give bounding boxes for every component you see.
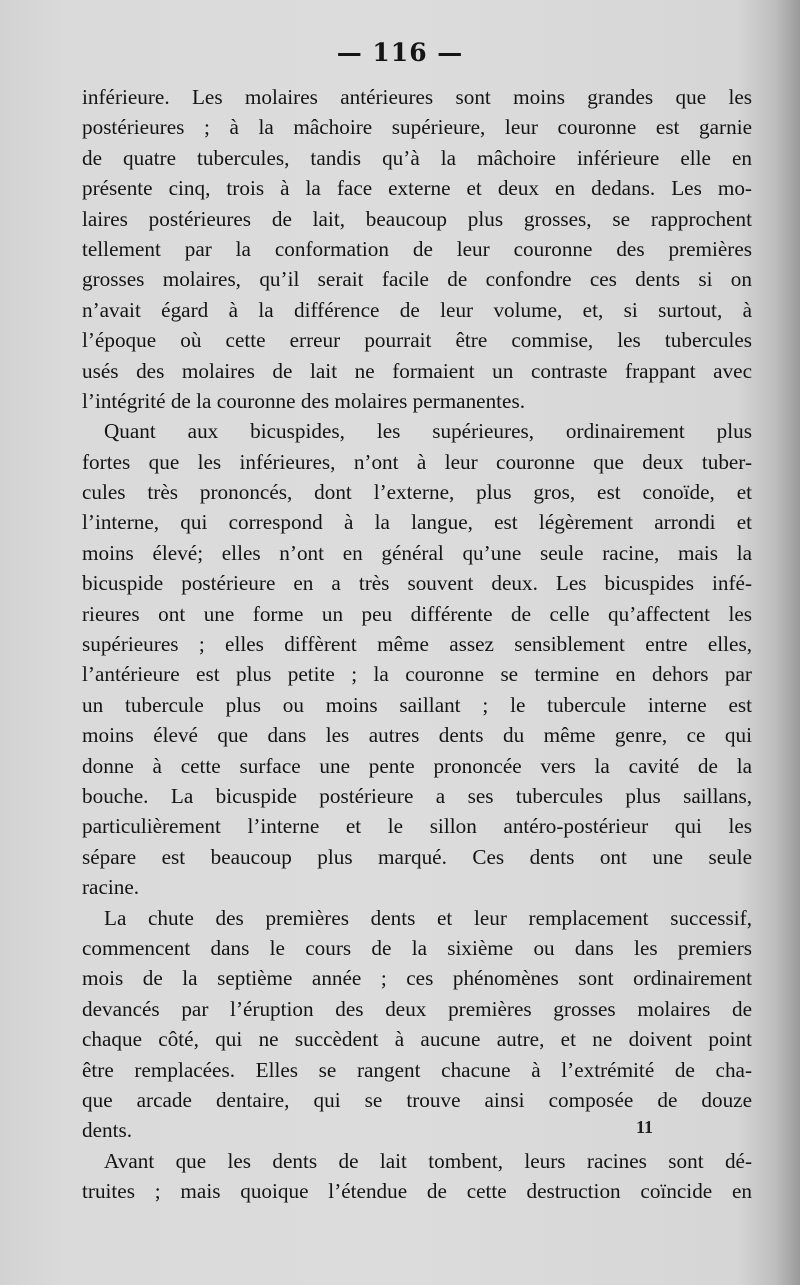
text-line: moins élevé que dans les autres dents du même genre, ce qui [82, 723, 752, 748]
text-line: tellement par la conformation de leur couronne des premières [82, 236, 752, 261]
signature-mark: 11 [636, 1117, 654, 1137]
text-line: racine. [82, 875, 140, 900]
text-line: fortes que les inférieures, n’ont à leur couronne que deux tuber- [82, 449, 752, 474]
text-line: un tubercule plus ou moins saillant ; le tubercule interne est [82, 692, 752, 717]
text-line: Avant que les dents de lait tombent, leurs racines sont dé- [104, 1148, 752, 1173]
page-number: — 116 — [336, 38, 464, 67]
text-line: sépare est beaucoup plus marqué. Ces dents ont une seule [82, 844, 752, 869]
text-line: particulièrement l’interne et le sillon antéro-postérieur qui les [82, 814, 752, 839]
text-line: usés des molaires de lait ne formaient un contraste frappant avec [82, 358, 752, 383]
text-line: truites ; mais quoique l’étendue de cette destruction coïncide en [82, 1179, 752, 1204]
text-line: commencent dans le cours de la sixième ou dans les premiers [82, 935, 752, 960]
text-line: être remplacées. Elles se rangent chacune à l’extrémité de cha- [82, 1057, 752, 1082]
text-line: cules très prononcés, dont l’externe, plus gros, est conoïde, et [82, 480, 752, 505]
text-line: mois de la septième année ; ces phénomènes sont ordinairement [82, 966, 752, 991]
text-line: grosses molaires, qu’il serait facile de confondre ces dents si on [82, 267, 752, 292]
text-line: bouche. La bicuspide postérieure a ses tubercules plus saillans, [82, 783, 752, 808]
text-line: n’avait égard à la différence de leur volume, et, si surtout, à [82, 297, 752, 322]
text-line: Quant aux bicuspides, les supérieures, ordinairement plus [104, 419, 752, 444]
body-text [82, 82, 752, 1206]
text-line: rieures ont une forme un peu différente de celle qu’affectent les [82, 601, 752, 626]
text-line: supérieures ; elles diffèrent même assez sensiblement entre elles, [82, 632, 752, 657]
text-line: l’intégrité de la couronne des molaires permanentes. [82, 388, 526, 413]
text-line: inférieure. Les molaires antérieures sont moins grandes que les [82, 85, 752, 109]
text-line: laires postérieures de lait, beaucoup plus grosses, se rapprochent [82, 206, 752, 231]
text-line: postérieures ; à la mâchoire supérieure, leur couronne est garnie [82, 115, 752, 140]
text-line: donne à cette surface une pente prononcée vers la cavité de la [82, 753, 752, 778]
text-line: de quatre tubercules, tandis qu’à la mâchoire inférieure elle en [82, 145, 752, 170]
text-line: présente cinq, trois à la face externe et deux en dedans. Les mo- [82, 176, 752, 201]
text-line: dents. [82, 1118, 133, 1143]
text-line: La chute des premières dents et leur remplacement successif, [104, 905, 752, 930]
text-line: l’époque où cette erreur pourrait être commise, les tubercules [82, 328, 752, 353]
text-line: l’interne, qui correspond à la langue, est légèrement arrondi et [82, 510, 752, 535]
text-line: bicuspide postérieure en a très souvent deux. Les bicuspides infé- [82, 571, 752, 596]
text-line: moins élevé; elles n’ont en général qu’une seule racine, mais la [82, 540, 752, 565]
text-line: l’antérieure est plus petite ; la couronne se termine en dehors par [82, 662, 752, 687]
text-line: chaque côté, qui ne succèdent à aucune autre, et ne doivent point [82, 1027, 752, 1052]
text-line: devancés par l’éruption des deux premières grosses molaires de [82, 996, 752, 1021]
text-line: que arcade dentaire, qui se trouve ainsi composée de douze [82, 1087, 752, 1112]
